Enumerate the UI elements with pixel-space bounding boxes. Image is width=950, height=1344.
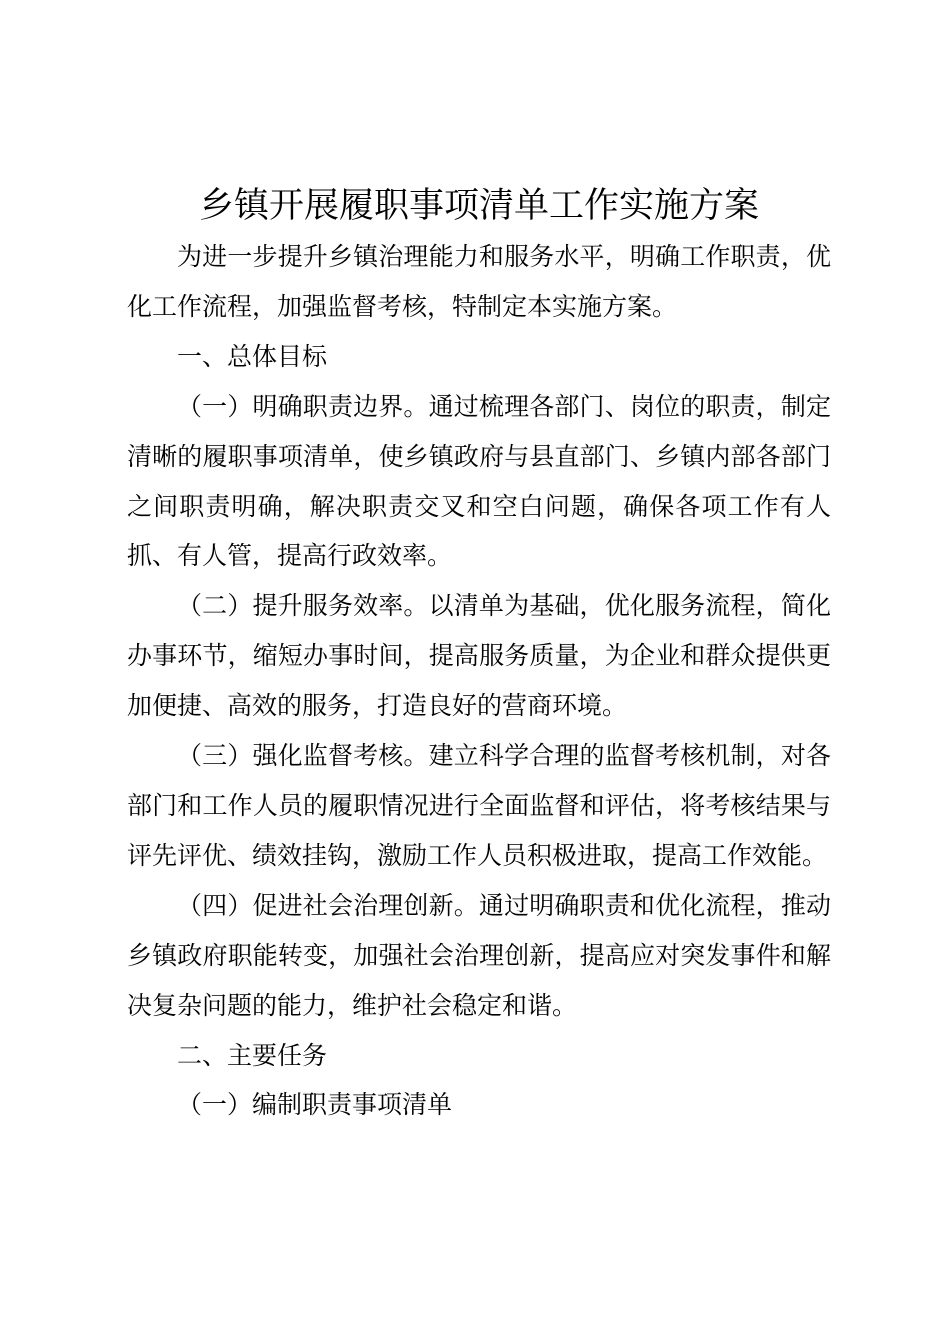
goal-item-1: （一）明确职责边界。通过梳理各部门、岗位的职责，制定清晰的履职事项清单，使乡镇政府与县直部门、乡镇内部各部门之间职责明确，解决职责交叉和空白问题，确保各项工作有人抓、有人管，提高行政效率。 [127,391,831,571]
section-heading-overall-goals: 一、总体目标 [177,341,328,371]
goal-item-3: （三）强化监督考核。建立科学合理的监督考核机制，对各部门和工作人员的履职情况进行全面监督和评估，将考核结果与评先评优、绩效挂钩，激励工作人员积极进取，提高工作效能。 [127,741,831,870]
goal-item-4: （四）促进社会治理创新。通过明确职责和优化流程，推动乡镇政府职能转变，加强社会治理创新，提高应对突发事件和解决复杂问题的能力，维护社会稳定和谐。 [127,890,831,1020]
document-page [127,180,831,1130]
document-title: 乡镇开展履职事项清单工作实施方案 [198,186,759,226]
section-heading-main-tasks: 二、主要任务 [177,1040,328,1070]
intro-paragraph: 为进一步提升乡镇治理能力和服务水平，明确工作职责，优化工作流程，加强监督考核，特制定本实施方案。 [127,242,831,321]
goal-item-2: （二）提升服务效率。以清单为基础，优化服务流程，简化办事环节，缩短办事时间，提高服务质量，为企业和群众提供更加便捷、高效的服务，打造良好的营商环境。 [127,591,831,721]
task-subheading-1: （一）编制职责事项清单 [177,1090,453,1120]
